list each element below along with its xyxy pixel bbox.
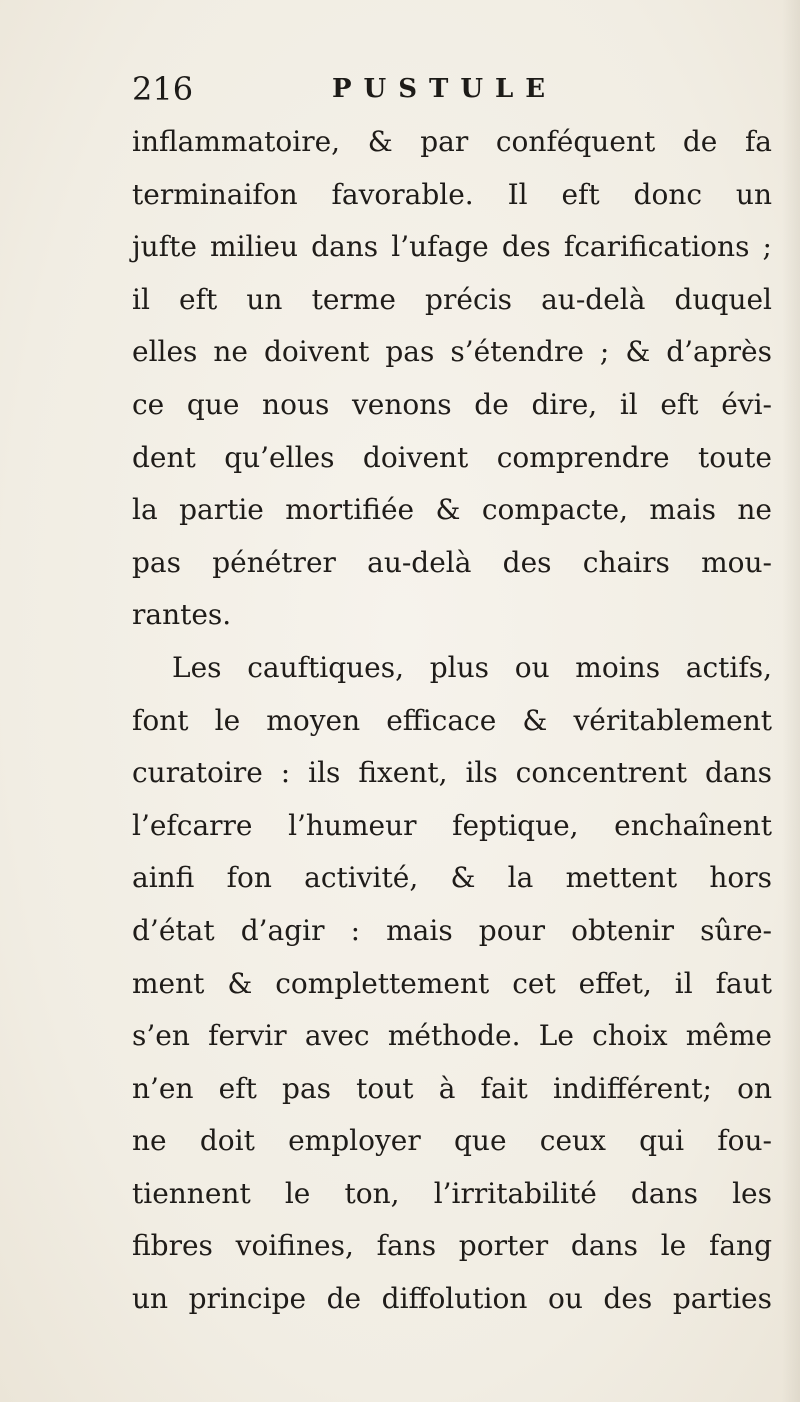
page-number: 216	[132, 70, 194, 108]
text-line: ainfi fon activité, & la mettent hors	[132, 861, 772, 895]
body-text	[132, 116, 772, 1326]
text-line: ment & complettement cet effet, il faut	[132, 966, 772, 1000]
text-line: terminaifon favorable. Il eft donc un	[132, 177, 772, 211]
text-line: jufte milieu dans l’ufage des fcarifications ;	[132, 230, 772, 264]
paragraph-start-line: Les cauftiques, plus ou moins actifs,	[172, 650, 772, 684]
text-line: ne doit employer que ceux qui fou-	[132, 1124, 772, 1158]
text-line: s’en fervir avec méthode. Le choix même	[132, 1019, 772, 1053]
text-line: un principe de diffolution ou des parties	[132, 1282, 772, 1316]
text-line: l’efcarre l’humeur feptique, enchaînent	[132, 808, 772, 842]
text-line: rantes.	[132, 598, 232, 632]
text-line: curatoire : ils fixent, ils concentrent dans	[132, 756, 772, 790]
text-line: la partie mortifiée & compacte, mais ne	[132, 493, 772, 527]
text-line: dent qu’elles doivent comprendre toute	[132, 440, 772, 474]
text-line: d’état d’agir : mais pour obtenir sûre-	[132, 913, 772, 947]
page-heading: PUSTULE	[332, 74, 558, 104]
text-line: n’en eft pas tout à fait indifférent; on	[132, 1071, 772, 1105]
page-edge-shadow	[782, 0, 800, 1402]
text-line: inflammatoire, & par conféquent de fa	[132, 125, 772, 158]
text-line: font le moyen efficace & véritablement	[132, 703, 772, 737]
text-line: ce que nous venons de dire, il eft évi-	[132, 387, 772, 421]
text-line: fibres voifines, fans porter dans le fang	[132, 1229, 772, 1263]
text-line: il eft un terme précis au-delà duquel	[132, 282, 772, 316]
text-line: pas pénétrer au-delà des chairs mou-	[132, 545, 772, 579]
text-line: tiennent le ton, l’irritabilité dans les	[132, 1176, 772, 1210]
text-line: elles ne doivent pas s’étendre ; & d’après	[132, 335, 772, 369]
running-head	[132, 66, 572, 112]
